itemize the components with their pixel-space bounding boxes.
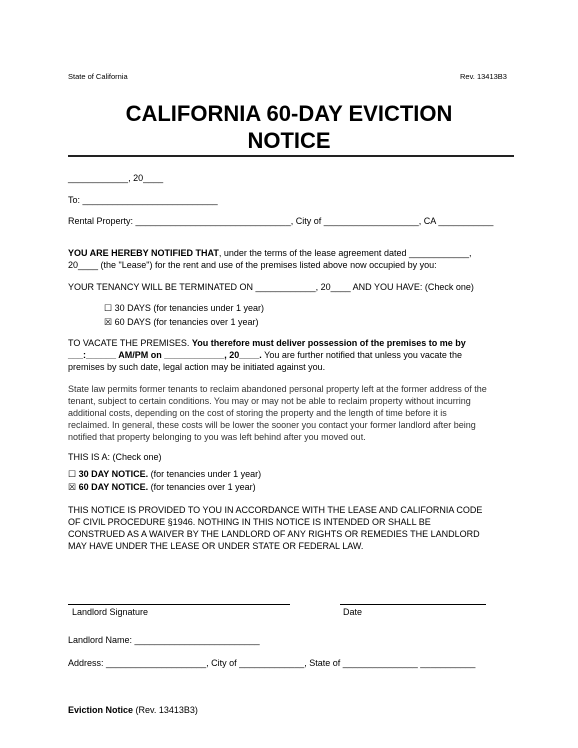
vacate-line1	[68, 338, 466, 349]
notified-bold: YOU ARE HEREBY NOTIFIED THAT	[68, 248, 219, 258]
date-label: Date	[343, 607, 363, 617]
state-law-line5: notified that property belonging to you was left behind after you moved out.	[68, 432, 366, 442]
vacate-bold: You therefore must deliver possession of the premises to me by	[191, 338, 466, 348]
title-underline	[68, 155, 514, 157]
date-signature-line	[340, 604, 486, 605]
this-is-label: THIS IS A: (Check one)	[68, 452, 162, 462]
header-state: State of California	[68, 72, 128, 81]
state-law-line4: reclaimed. In general, these costs will be lower the sooner you contact your former landlord after being	[68, 420, 476, 430]
checkbox-empty-icon: ☐	[68, 469, 79, 479]
landlord-name-field: Landlord Name: _________________________	[68, 635, 260, 645]
legal-line1: THIS NOTICE IS PROVIDED TO YOU IN ACCORDANCE WITH THE LEASE AND CALIFORNIA CODE	[68, 505, 483, 515]
notice-option-30-rest: (for tenancies under 1 year)	[148, 469, 262, 479]
notice-option-30	[68, 469, 261, 480]
landlord-signature-line	[68, 604, 290, 605]
document-title-line2: NOTICE	[247, 128, 331, 153]
notified-line1	[68, 248, 472, 259]
notified-rest: , under the terms of the lease agreement dated ____________,	[218, 248, 472, 258]
vacate-deadline: ___:______ AM/PM on ____________, 20____.	[68, 350, 262, 360]
vacate-normal: TO VACATE THE PREMISES.	[68, 338, 192, 348]
state-law-line2: tenant, subject to certain conditions. You may or may not be able to reclaim property without incurring	[68, 396, 471, 406]
header-revision: Rev. 13413B3	[460, 72, 507, 81]
footer-title: Eviction Notice	[68, 705, 134, 715]
legal-line4: MAY HAVE UNDER THE LEASE OR UNDER STATE OR FEDERAL LAW.	[68, 541, 364, 551]
to-field: To: ___________________________	[68, 195, 218, 205]
tenancy-option-30: ☐ 30 DAYS (for tenancies under 1 year)	[104, 303, 264, 313]
tenancy-option-60: ☒ 60 DAYS (for tenancies over 1 year)	[104, 317, 259, 327]
legal-line2: OF CIVIL PROCEDURE §1946. NOTHING IN THIS NOTICE IS INTENDED OR SHALL BE	[68, 517, 431, 527]
state-law-line3: additional costs, depending on the cost of storing the property and the length of time before it is	[68, 408, 447, 418]
landlord-address-field: Address: ____________________, City of _____________, State of _______________ ___________	[68, 658, 476, 668]
document-title-line1: CALIFORNIA 60-DAY EVICTION	[125, 101, 453, 126]
footer-revision: (Rev. 13413B3)	[133, 705, 198, 715]
tenancy-termination-line: YOUR TENANCY WILL BE TERMINATED ON ____________, 20____ AND YOU HAVE: (Check one)	[68, 282, 474, 292]
notice-option-60	[68, 482, 256, 493]
state-law-line1: State law permits former tenants to reclaim abandoned personal property left at the former address of the	[68, 384, 487, 394]
rental-property-field: Rental Property: _______________________________, City of ___________________, CA ___________	[68, 216, 494, 226]
notice-option-60-rest: (for tenancies over 1 year)	[148, 482, 256, 492]
footer	[68, 705, 198, 716]
legal-line3: CONSTRUED AS A WAIVER BY THE LANDLORD OF ANY RIGHTS OR REMEDIES THE LANDLORD	[68, 529, 480, 539]
vacate-further: You are further notified that unless you vacate the	[261, 350, 462, 360]
date-field: ____________, 20____	[68, 173, 164, 183]
notice-option-30-bold: 30 DAY NOTICE.	[78, 469, 149, 479]
landlord-signature-label: Landlord Signature	[72, 607, 149, 617]
notified-line2: 20____ (the "Lease") for the rent and use of the premises listed above now occupied by you:	[68, 260, 437, 270]
vacate-line2	[68, 350, 462, 361]
vacate-line3: premises by such date, legal action may be initiated against you.	[68, 362, 326, 372]
checkbox-checked-icon: ☒	[68, 482, 79, 492]
notice-option-60-bold: 60 DAY NOTICE.	[78, 482, 149, 492]
